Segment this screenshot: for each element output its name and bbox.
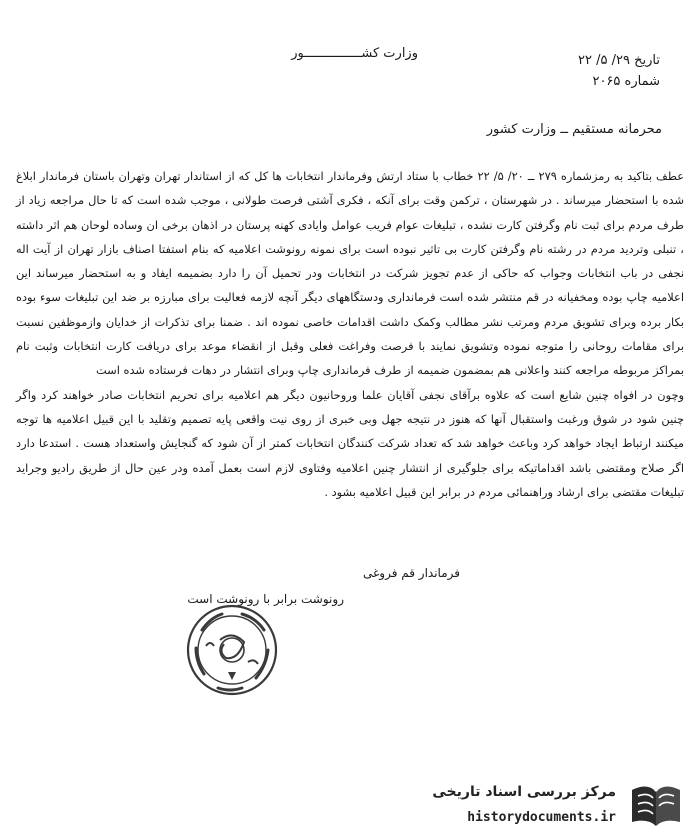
document-meta (578, 50, 660, 92)
book-leaf-logo-icon (626, 780, 686, 832)
ministry-name: وزارت کشـــــــــــــــور (291, 46, 418, 61)
document-date: تاریخ ۲۹/ ۵/ ۲۲ (578, 53, 660, 68)
archive-url[interactable]: historydocuments.ir (467, 810, 616, 825)
subject-line: محرمانه مستقیم ــ وزارت کشور (486, 122, 662, 137)
archive-title: مرکز بررسی اسناد تاریخی (432, 784, 616, 800)
letter-paragraph: وچون در افواه چنین شایع است که علاوه برآقای نجفی آقایان علما وروحانیون دیگر هم اعلامیه برای تحریم انتخابات صادر خواهند کرد واگر چنین شود در شوق ورغبت واستقبال آنها که هنوز در نتیجه جهل وبی خبری از روی نیت واقعی پایه تصمیم وتقلید با این قبیل اعلامیه ها توجه میکنند ارتباط ایجاد خواهد کرد وباعث خواهد شد که تعداد شرکت کنندگان انتخابات کمتر از آن شود که گنجایش واستعداد هست . استدعا دارد اگر صلاح ومقتضی باشد اقداماتیکه برای جلوگیری از انتشار چنین اعلامیه وفتاوی لازم است بعمل آمده ودر عین حال از طریق رادیو وجراید تبلیغات مقتضی برای ارشاد وراهنمائی مردم در برابر این قبیل اعلامیه بشود . (16, 387, 684, 499)
signature-line: فرماندار قم فروغی (363, 566, 460, 580)
copy-note: رونوشت برابر با رونوشت است (187, 592, 344, 606)
letter-paragraph: عطف بتاکید به رمزشماره ۲۷۹ ــ ۲۰/ ۵/ ۲۲ خطاب با ستاد ارتش وفرماندار انتخابات ها کل که از استاندار تهران وتهران باستان فرماندار ابلاغ شده با استحضار میرساند . در شهرستان ، ترکمن وقت برای آنکه ، فکری آشتی فرصت طولانی ، موجب شده است که تا حال مراجعه زیاد از طرف مردم برای ثبت نام وگرفتن کارت نشده ، تبلیغات عوام فریب عوامل وایادی کهنه پرستان در اذهان برخی ان وساده لوحان هم اثر داشته ، تنبلی وتردید مردم در رشته نام وگرفتن کارت بی تاثیر نبوده است برای نمونه رونوشت اعلامیه که بنام استفتا اصناف بازار تهران از آیت اله نجفی در باب انتخابات وجواب که حاکی از عدم تجویز شرکت در انتخابات ودر تحمیل آن را دارد بضمیمه ایفاد و به استحضار میرساند این اعلامیه چاپ بوده ومخفیانه در قم منتشر شده است فرمانداری ودستگاههای دیگر آنچه لازمه فعالیت برای مبارزه بر ضد این تبلیغات سوء بوده بکار برده وبرای تشویق مردم ومرتب نشر مطالب وکمک داشت اقدامات خاصی نموده اند . ضمنا برای تذکرات از خدایان وازموظفین نسبت برای مقامات روحانی را متوجه نموده وتشویق نمایند با فرصت وفراغت فعلی وقبل از انقضاء موعد برای دریافت کارت انتخابات وثبت نام بمراکز مربوطه مراجعه کنند واعلانی هم بمضمون ضمیمه از طرف فرمانداری چاپ وبرای انتشار در دهات فرستاده شده است (16, 169, 684, 378)
document-number: شماره ۲۰۶۵ (592, 74, 660, 89)
letter-body (16, 164, 684, 504)
archive-footer (402, 776, 692, 836)
round-seal-stamp-icon (182, 600, 282, 700)
